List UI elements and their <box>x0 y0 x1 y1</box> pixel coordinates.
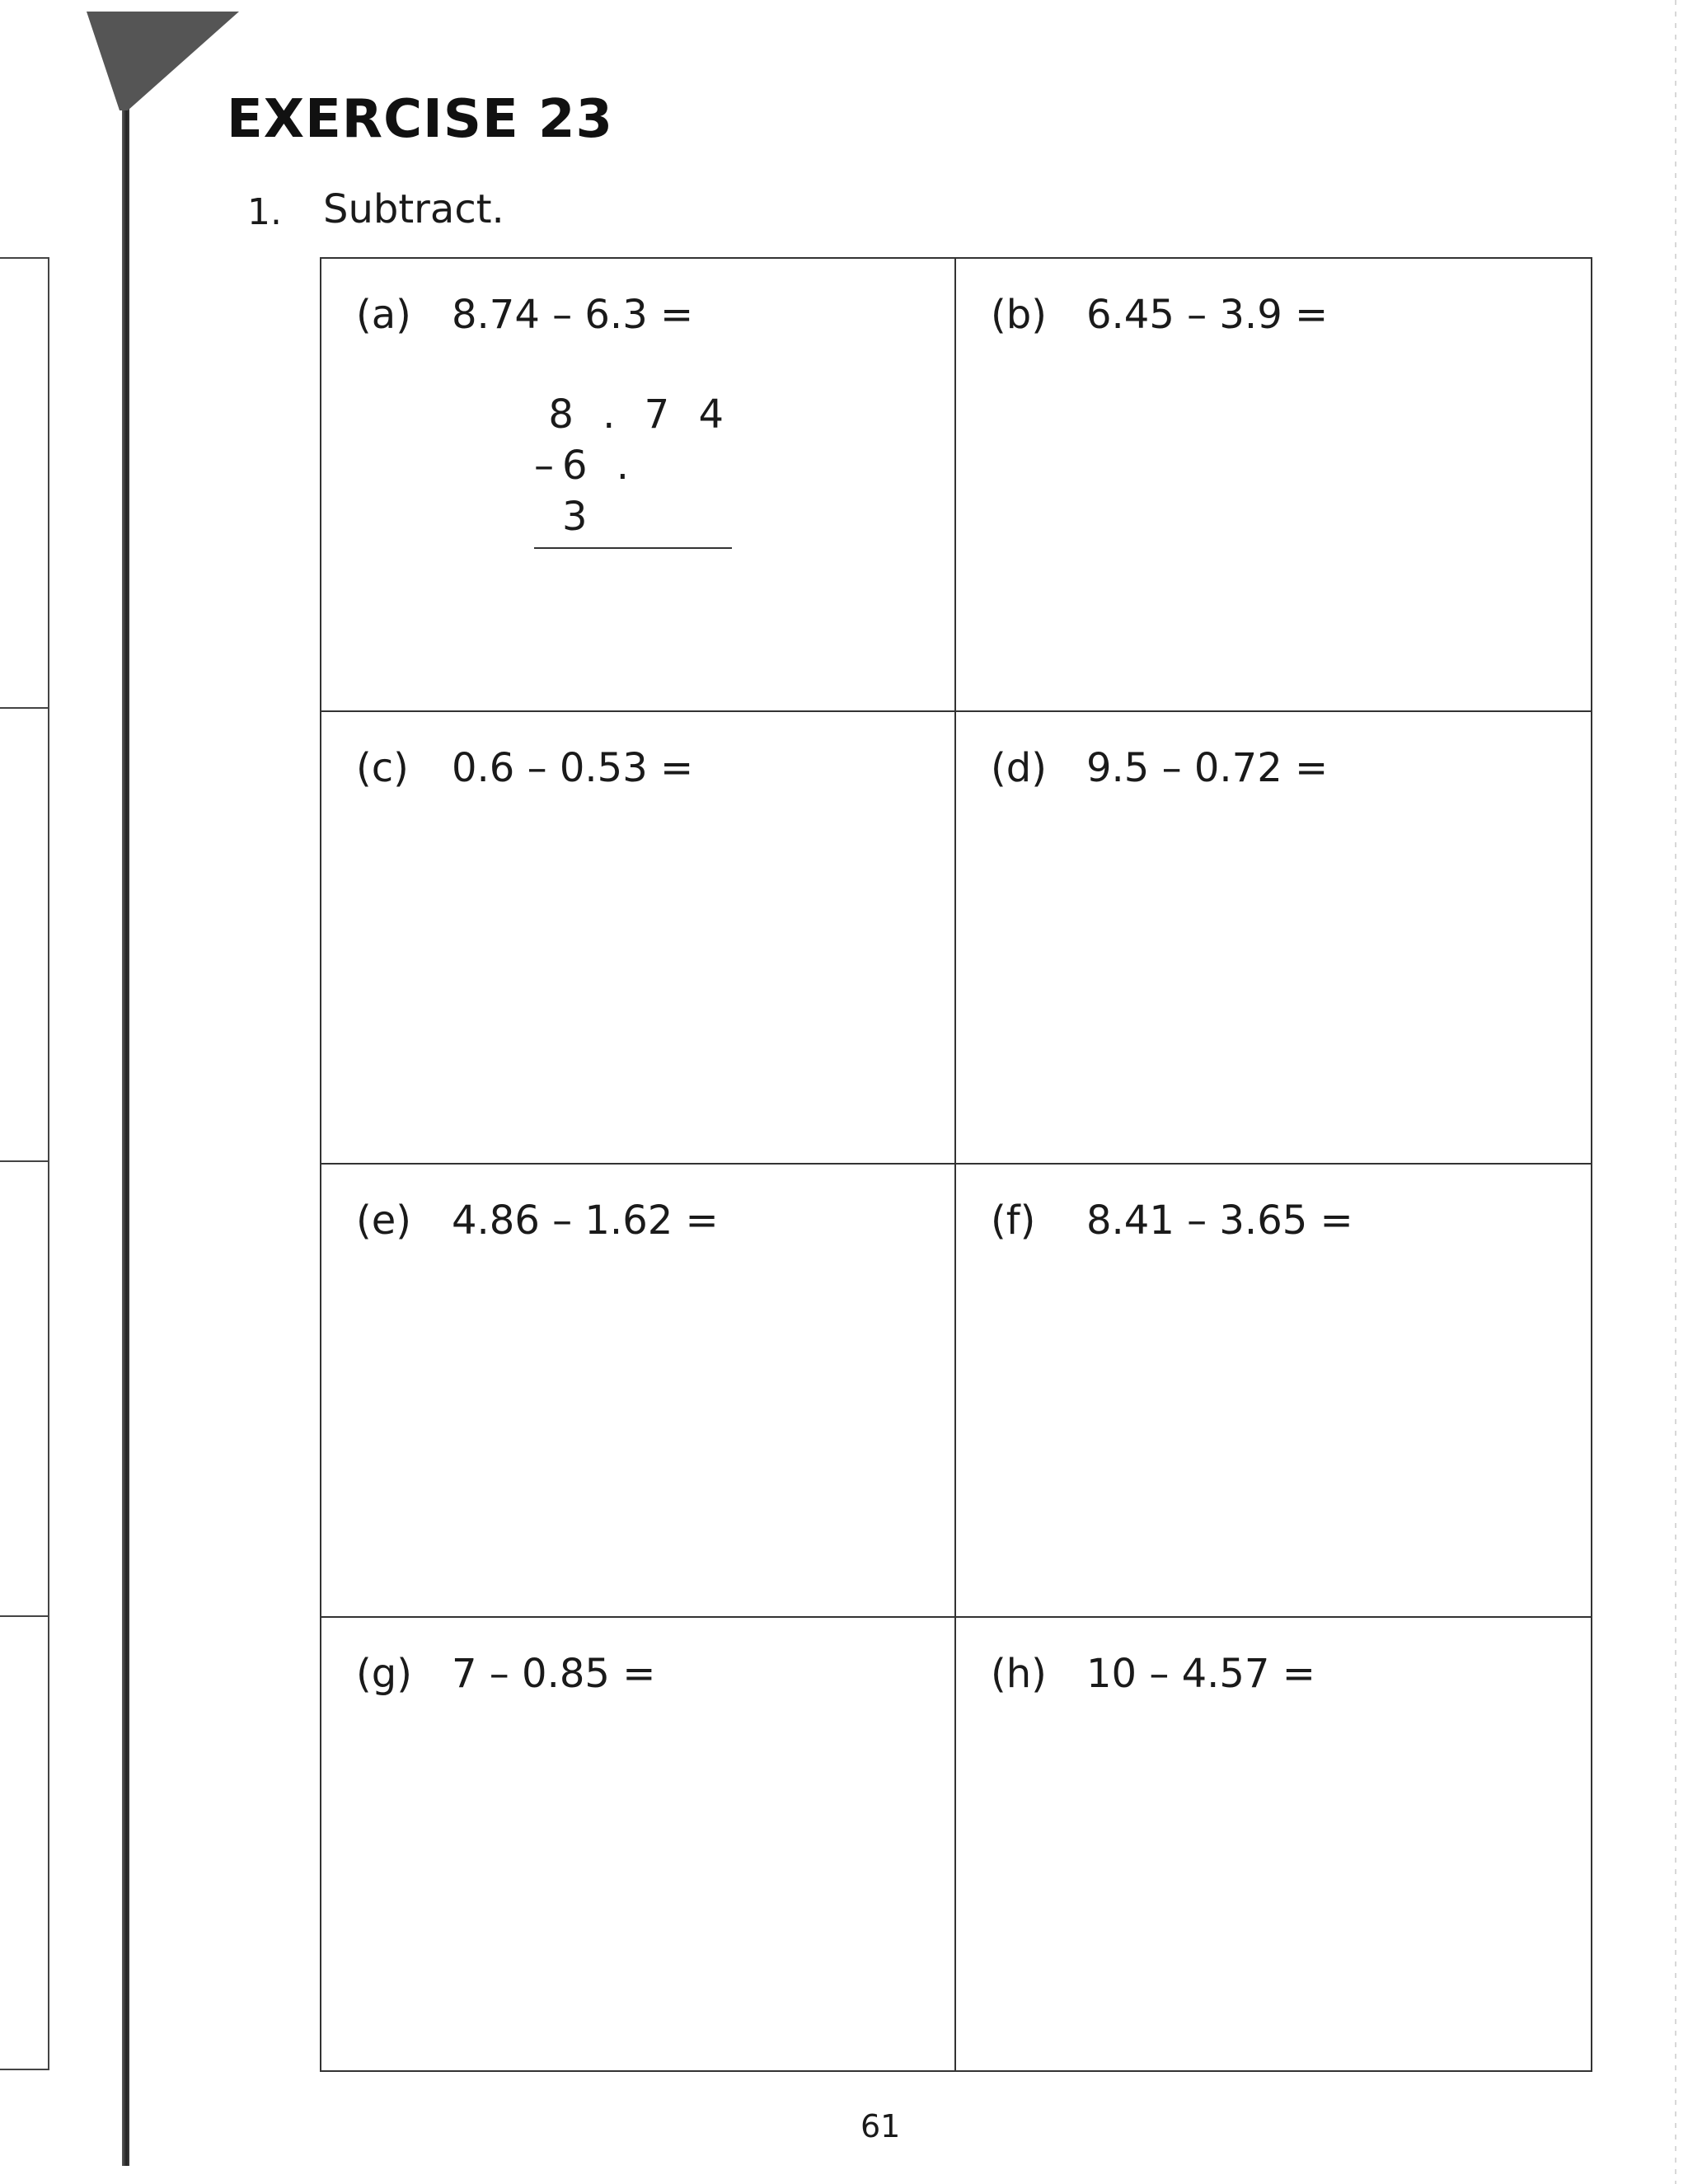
margin-tab <box>0 257 49 707</box>
page-number: 61 <box>860 2108 901 2144</box>
question-instruction: Subtract. <box>323 186 504 232</box>
margin-tab <box>0 707 49 1160</box>
problem-expression: 4.86 – 1.62 = <box>452 1197 719 1244</box>
problem-cell-c[interactable] <box>321 712 956 1165</box>
worked-underline <box>534 547 732 549</box>
worked-minus-sign: – <box>534 443 562 489</box>
binding-flare <box>87 12 239 110</box>
worked-bottom-row <box>534 440 732 542</box>
problem-expression: 8.41 – 3.65 = <box>1086 1197 1353 1244</box>
margin-tab <box>0 1160 49 1615</box>
problem-label: (f) <box>991 1197 1036 1244</box>
page-edge <box>1675 0 1676 2184</box>
problem-label: (b) <box>991 292 1047 338</box>
margin-tab <box>0 1615 49 2070</box>
problem-label: (e) <box>356 1197 411 1244</box>
worked-example <box>534 389 732 549</box>
problem-cell-g[interactable] <box>321 1618 956 2071</box>
worked-top-number: 8 . 7 4 <box>548 391 732 438</box>
problem-expression: 8.74 – 6.3 = <box>452 292 694 338</box>
problem-label: (a) <box>356 292 411 338</box>
problem-cell-h[interactable] <box>956 1618 1591 2071</box>
problem-expression: 0.6 – 0.53 = <box>452 744 694 791</box>
worked-top-row <box>534 389 732 440</box>
problem-cell-e[interactable] <box>321 1165 956 1618</box>
problem-expression: 9.5 – 0.72 = <box>1086 744 1329 791</box>
binding-spine <box>122 73 129 2166</box>
problem-expression: 6.45 – 3.9 = <box>1086 292 1329 338</box>
problem-expression: 7 – 0.85 = <box>452 1650 656 1697</box>
problem-cell-a[interactable] <box>321 259 956 712</box>
problem-cell-f[interactable] <box>956 1165 1591 1618</box>
problem-cell-d[interactable] <box>956 712 1591 1165</box>
problem-label: (c) <box>356 744 409 791</box>
problem-expression: 10 – 4.57 = <box>1086 1650 1315 1697</box>
worked-bottom-number: 6 . 3 <box>562 443 638 540</box>
exercise-title: EXERCISE 23 <box>227 89 613 150</box>
problem-cell-b[interactable] <box>956 259 1591 712</box>
question-number: 1. <box>247 191 282 233</box>
problem-label: (g) <box>356 1650 412 1697</box>
problem-label: (d) <box>991 744 1047 791</box>
problem-label: (h) <box>991 1650 1047 1697</box>
problem-grid <box>320 257 1592 2072</box>
